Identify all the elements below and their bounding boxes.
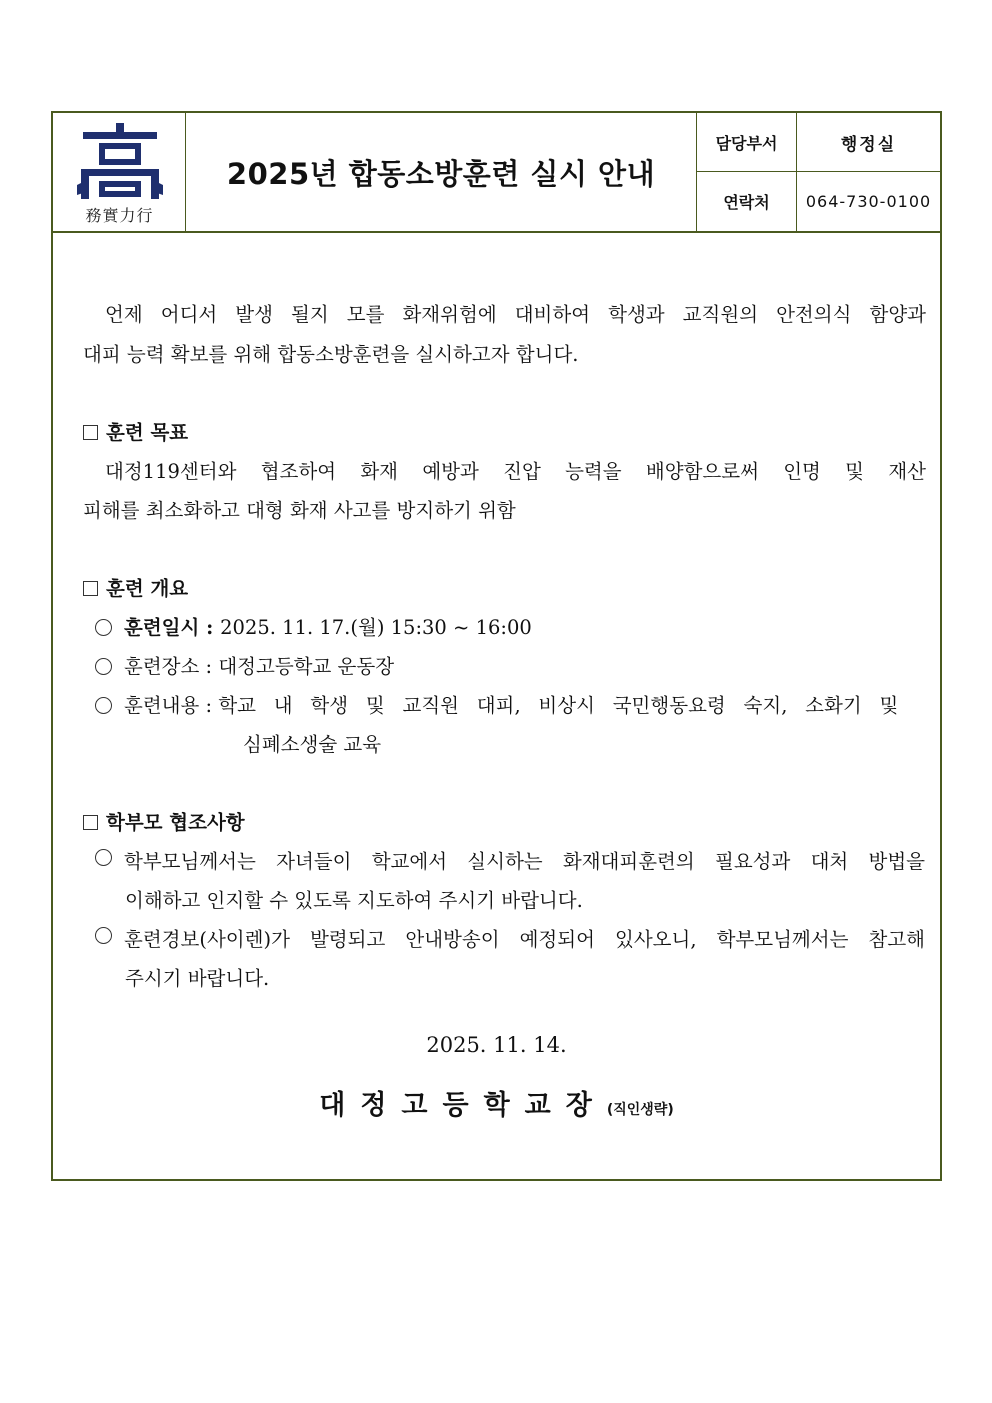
signer-name: 대정고등학교장 xyxy=(319,1090,607,1121)
place-label: 훈련장소 xyxy=(124,655,200,678)
content-label: 훈련내용 xyxy=(124,694,200,717)
dept-value: 행정실 xyxy=(840,134,897,155)
checkbox-square-icon xyxy=(83,815,98,830)
circle-bullet-icon xyxy=(95,927,112,944)
overview-heading-text: 훈련 개요 xyxy=(106,577,189,600)
goal-heading-text: 훈련 목표 xyxy=(106,421,189,444)
contact-value: 064-730-0100 xyxy=(805,192,932,211)
overview-item-place: 훈련장소 : 대정고등학교 운동장 xyxy=(95,651,394,679)
dept-row xyxy=(697,113,940,172)
document-frame xyxy=(51,111,942,1181)
contact-row xyxy=(697,172,940,231)
title-cell xyxy=(186,113,697,231)
school-motto: 務實力行 xyxy=(85,206,154,225)
circle-bullet-icon xyxy=(95,658,112,675)
contact-label: 연락처 xyxy=(697,172,797,231)
parents-item-2 xyxy=(95,924,926,952)
parents-item-1 xyxy=(95,846,926,874)
school-emblem-icon xyxy=(77,123,163,203)
overview-item-content: 훈련내용 : 학교 내 학생 및 교직원 대피, 비상시 국민행동요령 숙지, 소화기 및 xyxy=(95,690,926,718)
contact-info-table xyxy=(697,113,940,231)
content-value-line-2: 심폐소생술 교육 xyxy=(243,733,382,756)
dept-label: 담당부서 xyxy=(697,113,797,171)
circle-bullet-icon xyxy=(95,619,112,636)
goal-line-1: 대정119센터와 협조하여 화재 예방과 진압 능력을 배양함으로써 인명 및 재산 xyxy=(105,460,926,483)
signer-note: (직인생략) xyxy=(606,1102,674,1118)
circle-bullet-icon xyxy=(95,849,112,866)
overview-heading xyxy=(83,573,188,601)
checkbox-square-icon xyxy=(83,581,98,596)
circle-bullet-icon xyxy=(95,697,112,714)
goal-line-2: 피해를 최소화하고 대형 화재 사고를 방지하기 위함 xyxy=(83,499,516,522)
intro-line-1: 언제 어디서 발생 될지 모를 화재위험에 대비하여 학생과 교직원의 안전의식 함양과 xyxy=(105,303,926,326)
goal-heading xyxy=(83,417,188,445)
parents-heading-text: 학부모 협조사항 xyxy=(106,811,245,834)
document-title: 2025년 합동소방훈련 실시 안내 xyxy=(226,156,656,191)
school-logo-cell xyxy=(53,113,186,231)
parents-item-1-line-1: 학부모님께서는 자녀들이 학교에서 실시하는 화재대피훈련의 필요성과 대처 방법을 xyxy=(124,850,925,873)
document-header xyxy=(53,113,940,233)
parents-item-1-line-2: 이해하고 인지할 수 있도록 지도하여 주시기 바랍니다. xyxy=(125,889,583,912)
datetime-value: 2025. 11. 17.(월) 15:30 ~ 16:00 xyxy=(220,616,532,639)
parents-heading xyxy=(83,807,245,835)
place-value: 대정고등학교 운동장 xyxy=(218,655,395,678)
signature-line xyxy=(53,1083,940,1122)
document-date: 2025. 11. 14. xyxy=(426,1033,567,1057)
parents-item-2-line-2: 주시기 바랍니다. xyxy=(125,967,270,990)
checkbox-square-icon xyxy=(83,425,98,440)
intro-line-2: 대피 능력 확보를 위해 합동소방훈련을 실시하고자 합니다. xyxy=(83,343,579,366)
datetime-label: 훈련일시 xyxy=(124,616,200,639)
content-value-line-1: 학교 내 학생 및 교직원 대피, 비상시 국민행동요령 숙지, 소화기 및 xyxy=(218,694,899,717)
overview-item-datetime: 훈련일시 : 2025. 11. 17.(월) 15:30 ~ 16:00 xyxy=(95,612,532,640)
parents-item-2-line-1: 훈련경보(사이렌)가 발령되고 안내방송이 예정되어 있사오니, 학부모님께서는 참고해 xyxy=(124,928,925,951)
